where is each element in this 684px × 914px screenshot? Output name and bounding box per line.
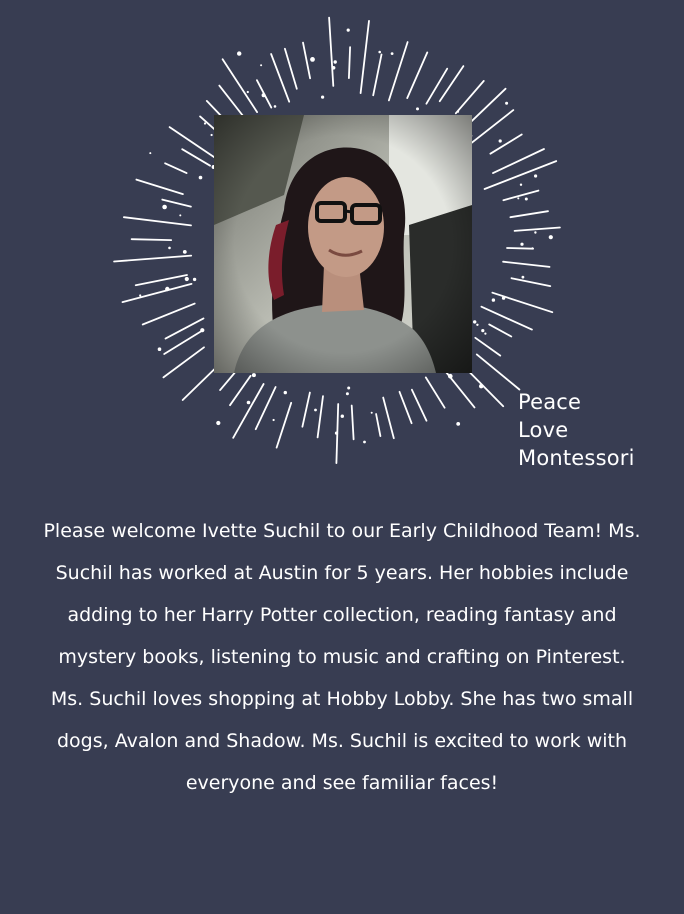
sunburst-ray — [475, 338, 500, 356]
sunburst-ray — [162, 200, 191, 207]
sunburst-ray — [166, 318, 204, 338]
sunburst-dot — [347, 29, 350, 32]
sunburst-ray — [507, 248, 533, 249]
sunburst-ray — [165, 163, 187, 173]
sunburst-dot — [183, 250, 187, 254]
sunburst-dot — [416, 107, 419, 110]
sunburst-ray — [285, 49, 297, 89]
sunburst-ray — [510, 211, 548, 217]
sunburst-dot — [273, 419, 275, 421]
sunburst-ray — [114, 256, 191, 262]
sunburst-ray — [123, 284, 192, 302]
sunburst-dot — [179, 214, 181, 216]
sunburst-dot — [185, 277, 189, 281]
sunburst-ray — [170, 127, 219, 160]
sunburst-ray — [124, 217, 191, 225]
sunburst-ray — [143, 304, 195, 325]
sunburst-dot — [193, 278, 196, 281]
sunburst-ray — [303, 43, 310, 79]
sunburst-dot — [346, 392, 349, 395]
sunburst-ray — [136, 180, 183, 195]
sunburst-dot — [473, 320, 476, 323]
sunburst-ray — [503, 191, 538, 201]
sunburst-ray — [271, 54, 289, 102]
sunburst-ray — [512, 278, 551, 286]
sunburst-ray — [352, 406, 354, 440]
sunburst-ray — [136, 275, 187, 285]
sunburst-ray — [223, 59, 258, 112]
sunburst-dot — [479, 384, 483, 388]
sunburst-ray — [400, 392, 412, 423]
tagline-peace: Peace — [518, 390, 582, 414]
sunburst-dot — [481, 329, 484, 332]
sunburst-dot — [534, 231, 536, 233]
sunburst-dot — [284, 391, 287, 394]
sunburst-dot — [378, 51, 381, 54]
sunburst-dot — [216, 421, 220, 425]
sunburst-dot — [522, 276, 525, 279]
tagline — [518, 388, 635, 472]
sunburst-dot — [502, 296, 505, 299]
sunburst-dot — [334, 60, 337, 63]
sunburst-dot — [484, 333, 486, 335]
sunburst-dot — [204, 122, 206, 124]
sunburst-dot — [520, 243, 523, 246]
sunburst-dot — [237, 51, 241, 55]
sunburst-dot — [252, 373, 256, 377]
tagline-montessori: Montessori — [518, 446, 635, 470]
sunburst-dot — [335, 432, 338, 435]
sunburst-dot — [139, 294, 141, 296]
sunburst-dot — [321, 96, 324, 99]
sunburst-dot — [371, 412, 373, 414]
sunburst-ray — [302, 393, 310, 427]
sunburst-ray — [426, 69, 447, 104]
portrait-image — [214, 115, 472, 373]
sunburst-dot — [332, 66, 336, 70]
sunburst-dot — [262, 93, 266, 97]
sunburst-dot — [247, 91, 249, 93]
sunburst-ray — [490, 135, 521, 154]
sunburst-ray — [220, 373, 234, 390]
welcome-announcement: Please welcome Ivette Suchil to our Early Childhood Team! Ms. Suchil has worked at Austin for 5 years. Her hobbies include adding to her Harry Potter collection, reading fantasy and mystery books, listening to music and crafting on Pinterest. Ms. Suchil loves shopping at Hobby Lobby. She has two small dogs, Avalon and Shadow. Ms. Suchil is excited to work with everyone and see familiar faces! — [43, 520, 641, 794]
sunburst-ray — [477, 354, 520, 389]
sunburst-dot — [531, 247, 533, 249]
sunburst-dot — [525, 198, 528, 201]
sunburst-dot — [200, 328, 204, 332]
sunburst-dot — [341, 415, 344, 418]
sunburst-dot — [534, 174, 537, 177]
sunburst-ray — [132, 239, 172, 240]
staff-photo — [214, 115, 472, 373]
sunburst-dot — [448, 374, 453, 379]
sunburst-ray — [503, 262, 549, 267]
sunburst-ray — [426, 377, 445, 407]
sunburst-ray — [373, 55, 381, 96]
sunburst-ray — [361, 21, 369, 93]
sunburst-ray — [492, 293, 552, 313]
sunburst-ray — [456, 81, 484, 113]
sunburst-ray — [230, 376, 251, 405]
sunburst-dot — [505, 102, 508, 105]
sunburst-ray — [444, 369, 475, 407]
sunburst-dot — [158, 347, 162, 351]
sunburst-ray — [318, 396, 323, 437]
sunburst-dot — [520, 184, 522, 186]
sunburst-ray — [383, 398, 394, 439]
sunburst-dot — [162, 205, 167, 210]
sunburst-ray — [481, 307, 532, 330]
sunburst-dot — [457, 111, 459, 113]
sunburst-dot — [363, 441, 366, 444]
sunburst-dot — [149, 152, 151, 154]
sunburst-ray — [515, 228, 560, 231]
sunburst-ray — [349, 47, 350, 78]
sunburst-dot — [211, 134, 213, 136]
sunburst-dot — [456, 422, 460, 426]
sunburst-dot — [476, 324, 478, 326]
sunburst-dot — [492, 298, 495, 301]
sunburst-dot — [517, 197, 519, 199]
sunburst-ray — [440, 66, 464, 101]
sunburst-dot — [310, 57, 315, 62]
sunburst-dot — [499, 139, 502, 142]
sunburst-dot — [247, 401, 251, 405]
sunburst-dot — [549, 235, 553, 239]
sunburst-ray — [164, 331, 201, 354]
sunburst-dot — [260, 64, 262, 66]
sunburst-ray — [233, 384, 263, 438]
sunburst-ray — [469, 89, 506, 124]
sunburst-dot — [274, 105, 277, 108]
sunburst-ray — [163, 347, 204, 377]
sunburst-dot — [165, 287, 169, 291]
sunburst-dot — [391, 52, 394, 55]
tagline-love: Love — [518, 418, 569, 442]
sunburst-ray — [376, 414, 380, 436]
sunburst-ray — [329, 18, 333, 86]
sunburst-ray — [407, 52, 427, 98]
sunburst-dot — [314, 409, 317, 412]
sunburst-dot — [199, 176, 203, 180]
sunburst-dot — [168, 247, 171, 250]
sunburst-ray — [277, 403, 292, 448]
sunburst-ray — [389, 42, 408, 100]
sunburst-ray — [489, 324, 511, 336]
sunburst-ray — [412, 390, 427, 421]
sunburst-dot — [347, 387, 350, 390]
